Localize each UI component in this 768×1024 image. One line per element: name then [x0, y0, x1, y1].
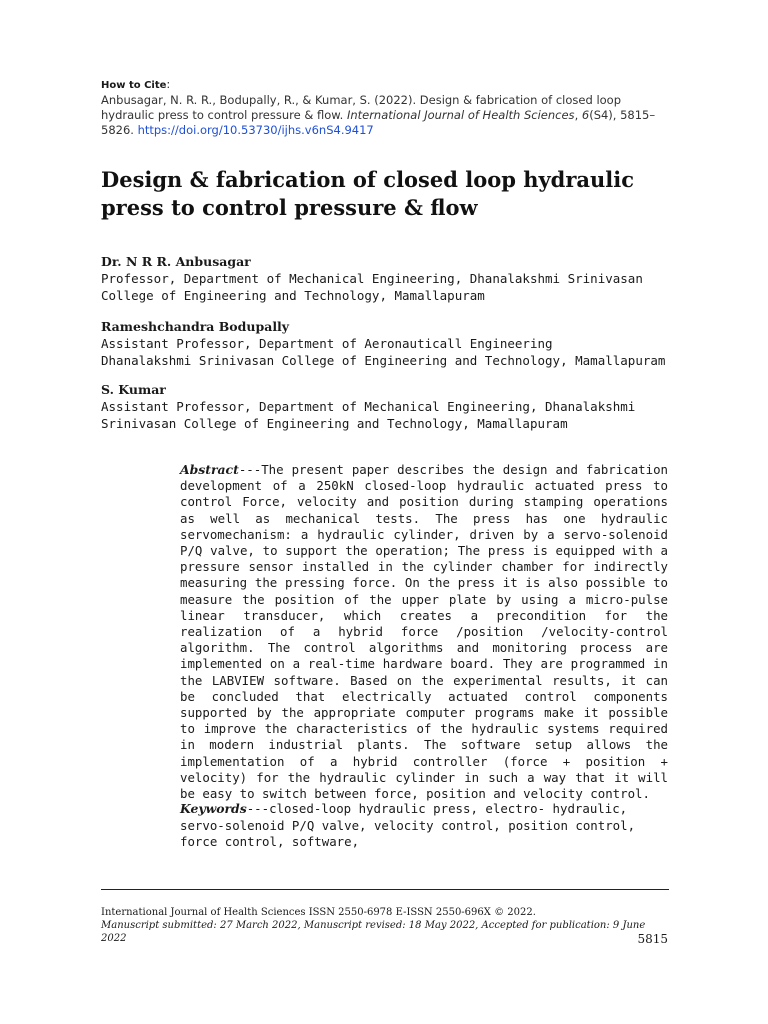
author-name: Rameshchandra Bodupally — [101, 319, 290, 334]
page-number: 5815 — [637, 932, 668, 946]
citation-journal: International Journal of Health Sciences — [346, 108, 575, 122]
doi-link[interactable]: https://doi.org/10.53730/ijhs.v6nS4.9417 — [137, 123, 374, 137]
abstract-label: Abstract — [180, 462, 239, 477]
paper-title-line2: press to control pressure & flow — [101, 195, 478, 220]
citation-issue-pages: (S4), 5815–5826. — [101, 108, 656, 137]
footer-block — [101, 906, 669, 945]
author-affiliation-line1: Assistant Professor, Department of Aeronauticall Engineering — [101, 336, 553, 351]
author-affiliation-line2: Srinivasan College of Engineering and Technology, Mamallapuram — [101, 416, 568, 431]
abstract-text: ---The present paper describes the design and fabrication development of a 250kN closed-loop hydraulic actuated press to control Force, velocity and position during stamping operations as well as mechanical tests. The press has one hydraulic servomechanism: a hydraulic cylinder, driven by a servo-solenoid P/Q valve, to support the operation; The press is equipped with a pressure sensor installed in the cylinder chamber for indirectly measuring the pressing force. On the press it is also possible to measure the position of the upper plate by using a micro-pulse linear transducer, which creates a precondition for the realization of a hybrid force /position /velocity-control algorithm. The control algorithms and monitoring process are implemented on a real-time hardware board. They are programmed in the LABVIEW software. Based on the experimental results, it can be concluded that electrically actuated control components supported by the appropriate computer programs make it possible to improve the characteristics of the hydraulic systems required in modern industrial plants. The software setup allows the implementation of a hybrid controller (force + position + velocity) for the hydraulic cylinder in such a way that it will be easy to switch between force, position and velocity control. — [180, 462, 668, 802]
footer-journal-line: International Journal of Health Sciences ISSN 2550-6978 E-ISSN 2550-696X © 2022. — [101, 907, 536, 918]
footer-manuscript-line: Manuscript submitted: 27 March 2022, Manuscript revised: 18 May 2022, Accepted for publication: 9 June 2022 — [101, 920, 646, 944]
paper-title-line1: Design & fabrication of closed loop hydraulic — [101, 167, 635, 192]
keywords-section — [180, 801, 668, 851]
author-block-3 — [101, 381, 681, 432]
keywords-text: ---closed-loop hydraulic press, electro- hydraulic, servo-solenoid P/Q valve, velocity control, position control, force control, software, — [180, 801, 636, 849]
abstract-section — [180, 462, 668, 802]
author-affiliation-line1: Assistant Professor, Department of Mechanical Engineering, Dhanalakshmi — [101, 399, 636, 414]
footer-divider — [101, 889, 669, 890]
author-name: Dr. N R R. Anbusagar — [101, 254, 251, 269]
author-affiliation-line2: College of Engineering and Technology, Mamallapuram — [101, 288, 485, 303]
author-affiliation-line2: Dhanalakshmi Srinivasan College of Engineering and Technology, Mamallapuram — [101, 353, 666, 368]
keywords-label: Keywords — [180, 801, 247, 816]
author-name: S. Kumar — [101, 382, 166, 397]
how-to-cite-colon: : — [166, 77, 171, 91]
author-block-1 — [101, 253, 681, 304]
paper-title — [101, 166, 661, 222]
citation-volume: 6 — [581, 108, 590, 122]
citation-text — [101, 93, 661, 138]
citation-authors-title: Anbusagar, N. R. R., Bodupally, R., & Kumar, S. (2022). Design & fabrication of closed loop hydraulic press to control pressure & flow. — [101, 93, 622, 122]
author-affiliation-line1: Professor, Department of Mechanical Engineering, Dhanalakshmi Srinivasan — [101, 271, 643, 286]
how-to-cite-heading: How to Cite — [101, 80, 167, 91]
citation-comma: , — [574, 108, 582, 122]
author-block-2 — [101, 318, 681, 369]
how-to-cite-block — [101, 77, 661, 138]
